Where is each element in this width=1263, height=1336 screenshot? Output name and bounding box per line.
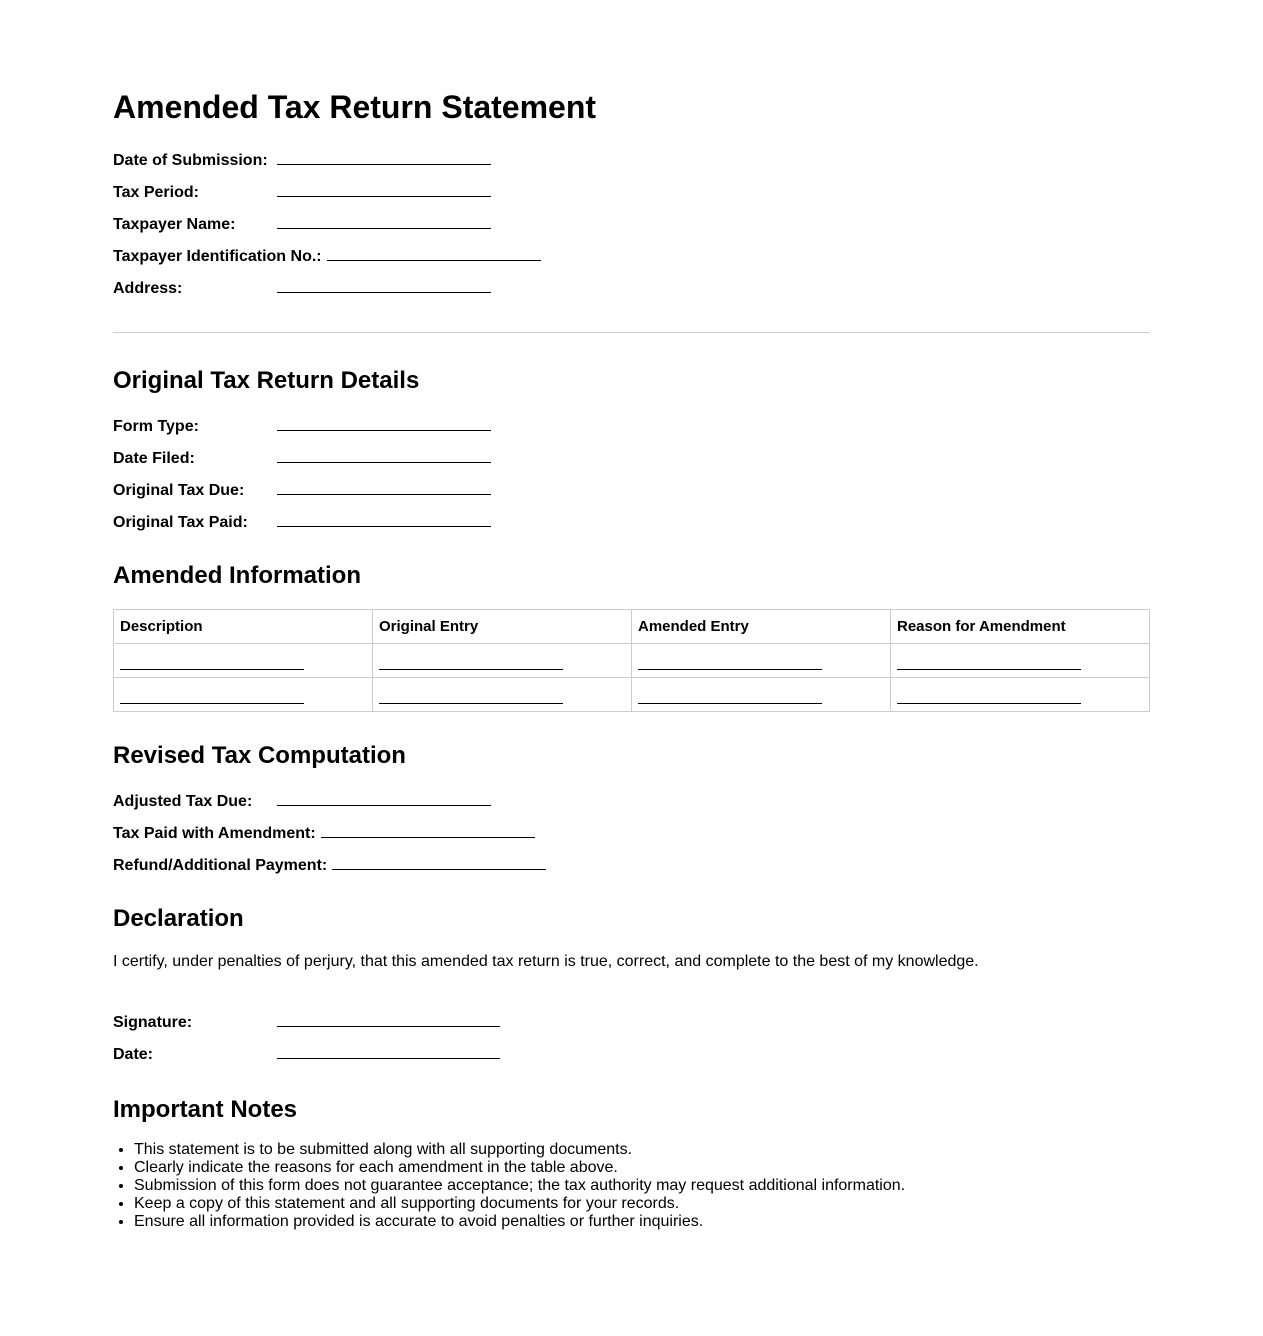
table-row [114,643,1150,677]
refund-row [113,853,1150,885]
signature-line[interactable] [277,1010,500,1027]
amended-table [113,609,1150,712]
amended-heading: Amended Information [113,562,362,590]
tax-period-line[interactable] [277,180,491,197]
declaration-text: I certify, under penalties of perjury, that this amended tax return is true, correct, and complete to the best of my knowledge. [113,952,979,970]
original-tax-paid-line[interactable] [277,510,491,527]
notes-list [113,1141,1150,1231]
original-tax-paid-label: Original Tax Paid: [113,514,248,532]
blank-line[interactable] [120,689,304,704]
original-section [113,367,1150,542]
blank-line[interactable] [897,655,1081,670]
tax-paid-with-amendment-line[interactable] [321,821,535,838]
header-fields [113,148,1150,308]
revised-heading: Revised Tax Computation [113,741,406,769]
table-cell [632,677,891,711]
date-filed-line[interactable] [277,446,491,463]
blank-line[interactable] [638,655,822,670]
tax-period-row [113,180,1150,212]
blank-line[interactable] [120,655,304,670]
list-item: • Submission of this form does not guarantee acceptance; the tax authority may request additional information. [134,1177,1150,1195]
date-of-submission-label: Date of Submission: [113,152,268,170]
tax-paid-with-amendment-row [113,821,1150,853]
notes-heading: Important Notes [113,1096,298,1124]
table-header-row [114,609,1150,643]
taxpayer-name-label: Taxpayer Name: [113,216,236,234]
blank-line[interactable] [379,689,563,704]
section-divider [113,332,1150,333]
form-type-label: Form Type: [113,418,199,436]
form-type-row [113,414,1150,446]
column-reason: Reason for Amendment [891,609,1150,643]
table-cell [891,643,1150,677]
adjusted-tax-due-line[interactable] [277,789,491,806]
taxpayer-name-row [113,212,1150,244]
amended-section [113,562,1150,712]
taxpayer-id-line[interactable] [327,244,541,261]
declaration-heading: Declaration [113,904,244,932]
date-of-submission-line[interactable] [277,148,491,165]
table-cell [373,643,632,677]
signature-row [113,1010,1150,1042]
list-item: • Keep a copy of this statement and all supporting documents for your records. [134,1195,1150,1213]
column-amended-entry: Amended Entry [632,609,891,643]
table-cell [373,677,632,711]
taxpayer-id-label: Taxpayer Identification No.: [113,248,322,266]
notes-section [113,1096,1150,1231]
revised-section [113,742,1150,885]
address-row [113,276,1150,308]
refund-label: Refund/Additional Payment: [113,856,328,874]
table-cell [632,643,891,677]
address-line[interactable] [277,276,491,293]
table-cell [891,677,1150,711]
address-label: Address: [113,280,183,298]
declaration-date-row [113,1042,1150,1074]
date-filed-row [113,446,1150,478]
original-tax-due-label: Original Tax Due: [113,482,245,500]
declaration-date-line[interactable] [277,1042,500,1059]
signature-label: Signature: [113,1014,193,1032]
tax-paid-with-amendment-label: Tax Paid with Amendment: [113,824,316,842]
adjusted-tax-due-label: Adjusted Tax Due: [113,792,253,810]
original-heading: Original Tax Return Details [113,367,420,395]
column-description: Description [114,609,373,643]
table-cell [114,677,373,711]
page-title: Amended Tax Return Statement [113,89,597,125]
blank-line[interactable] [379,655,563,670]
original-tax-paid-row [113,510,1150,542]
declaration-date-label: Date: [113,1046,154,1064]
declaration-section [113,905,1150,1075]
refund-line[interactable] [332,853,546,870]
table-row [114,677,1150,711]
taxpayer-id-row [113,244,1150,276]
table-cell [114,643,373,677]
list-item: • Ensure all information provided is accurate to avoid penalties or further inquiries. [134,1213,1150,1231]
blank-line[interactable] [897,689,1081,704]
list-item: • This statement is to be submitted along with all supporting documents. [134,1141,1150,1159]
column-original-entry: Original Entry [373,609,632,643]
list-item: • Clearly indicate the reasons for each amendment in the table above. [134,1159,1150,1177]
date-filed-label: Date Filed: [113,450,195,468]
form-type-line[interactable] [277,414,491,431]
taxpayer-name-line[interactable] [277,212,491,229]
blank-line[interactable] [638,689,822,704]
tax-period-label: Tax Period: [113,184,199,202]
original-tax-due-line[interactable] [277,478,491,495]
date-of-submission-row [113,148,1150,180]
original-tax-due-row [113,478,1150,510]
adjusted-tax-due-row [113,789,1150,821]
